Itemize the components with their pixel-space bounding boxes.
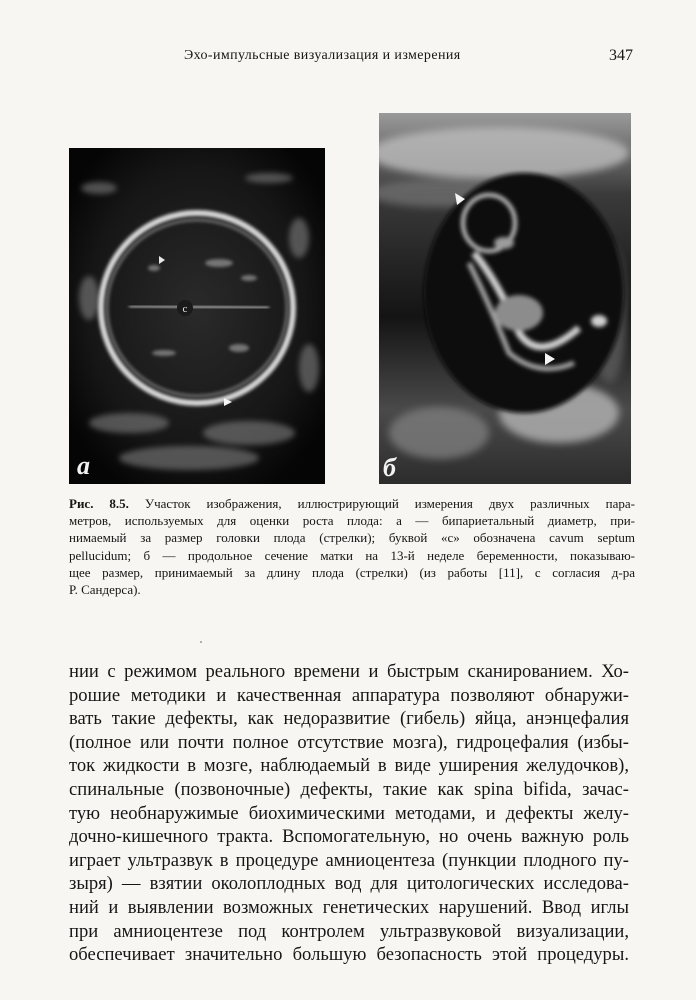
body-line: спинальные (позвоночные) дефекты, такие как spina bifida, зачас-: [69, 778, 629, 800]
print-speck: [200, 641, 202, 643]
body-line: тую необнаружимые биохимическими методами, и дефекты желу-: [69, 802, 629, 824]
running-head: Эхо-импульсные визуализация и измерения: [184, 48, 461, 63]
caption-line: щее размер, принимаемый за длину плода (стрелки) (из работы [11], с согласия д-ра: [69, 564, 635, 580]
body-line: при амниоцентезе под контролем ультразвуковой визуализации,: [69, 920, 629, 942]
body-line: рошие методики и качественная аппаратура позволяют обнаружи-: [69, 684, 629, 706]
caption-line: нимаемый за размер головки плода (стрелки); буквой «с» обозначена cavum septum: [69, 530, 635, 546]
cavum-marker: с: [182, 303, 188, 315]
body-line: вать такие дефекты, как недоразвитие (гибель) яйца, анэнцефалия: [69, 708, 629, 730]
body-line: дочно-кишечного тракта. Вспомогательную, но очень важную роль: [69, 826, 629, 848]
ultrasound-image-b: [379, 113, 631, 484]
figure-caption: [69, 495, 635, 598]
body-line: зыря) — взятии околоплодных вод для цитологических исследова-: [69, 873, 629, 895]
page-number: 347: [609, 47, 633, 64]
caption-line: Рис. 8.5. Участок изображения, иллюстрирующий измерения двух различных пара-: [69, 496, 635, 511]
caption-title: Рис. 8.5.: [69, 496, 129, 511]
body-line: играет ультразвук в процедуре амниоцентеза (пункции плодного пу-: [69, 849, 629, 871]
body-text: [69, 660, 629, 967]
panel-b-label: б: [383, 453, 396, 482]
body-line: нии с режимом реального времени и быстрым сканированием. Хо-: [69, 661, 629, 682]
caption-line: Р. Сандерса).: [69, 582, 141, 598]
panel-a-label: а: [77, 451, 90, 480]
figure-panel-b: [379, 113, 631, 484]
body-line: (полное или почти полное отсутствие мозга), гидроцефалия (избы-: [69, 731, 629, 753]
body-line: ток жидкости в мозге, наблюдаемый в виде уширения желудочков),: [69, 755, 629, 777]
caption-line: метров, используемых для оценки роста плода: а — бипариетальный диаметр, при-: [69, 513, 635, 529]
body-line: обеспечивает значительно большую безопасность этой процедуры.: [69, 944, 629, 966]
body-line: ний и выявлении возможных генетических нарушений. Ввод иглы: [69, 896, 629, 918]
figure-panel-a: [69, 148, 325, 484]
caption-line: pellucidum; б — продольное сечение матки на 13-й неделе беременности, показываю-: [69, 547, 635, 563]
page-header: [0, 48, 696, 70]
ultrasound-image-a: [69, 148, 325, 484]
